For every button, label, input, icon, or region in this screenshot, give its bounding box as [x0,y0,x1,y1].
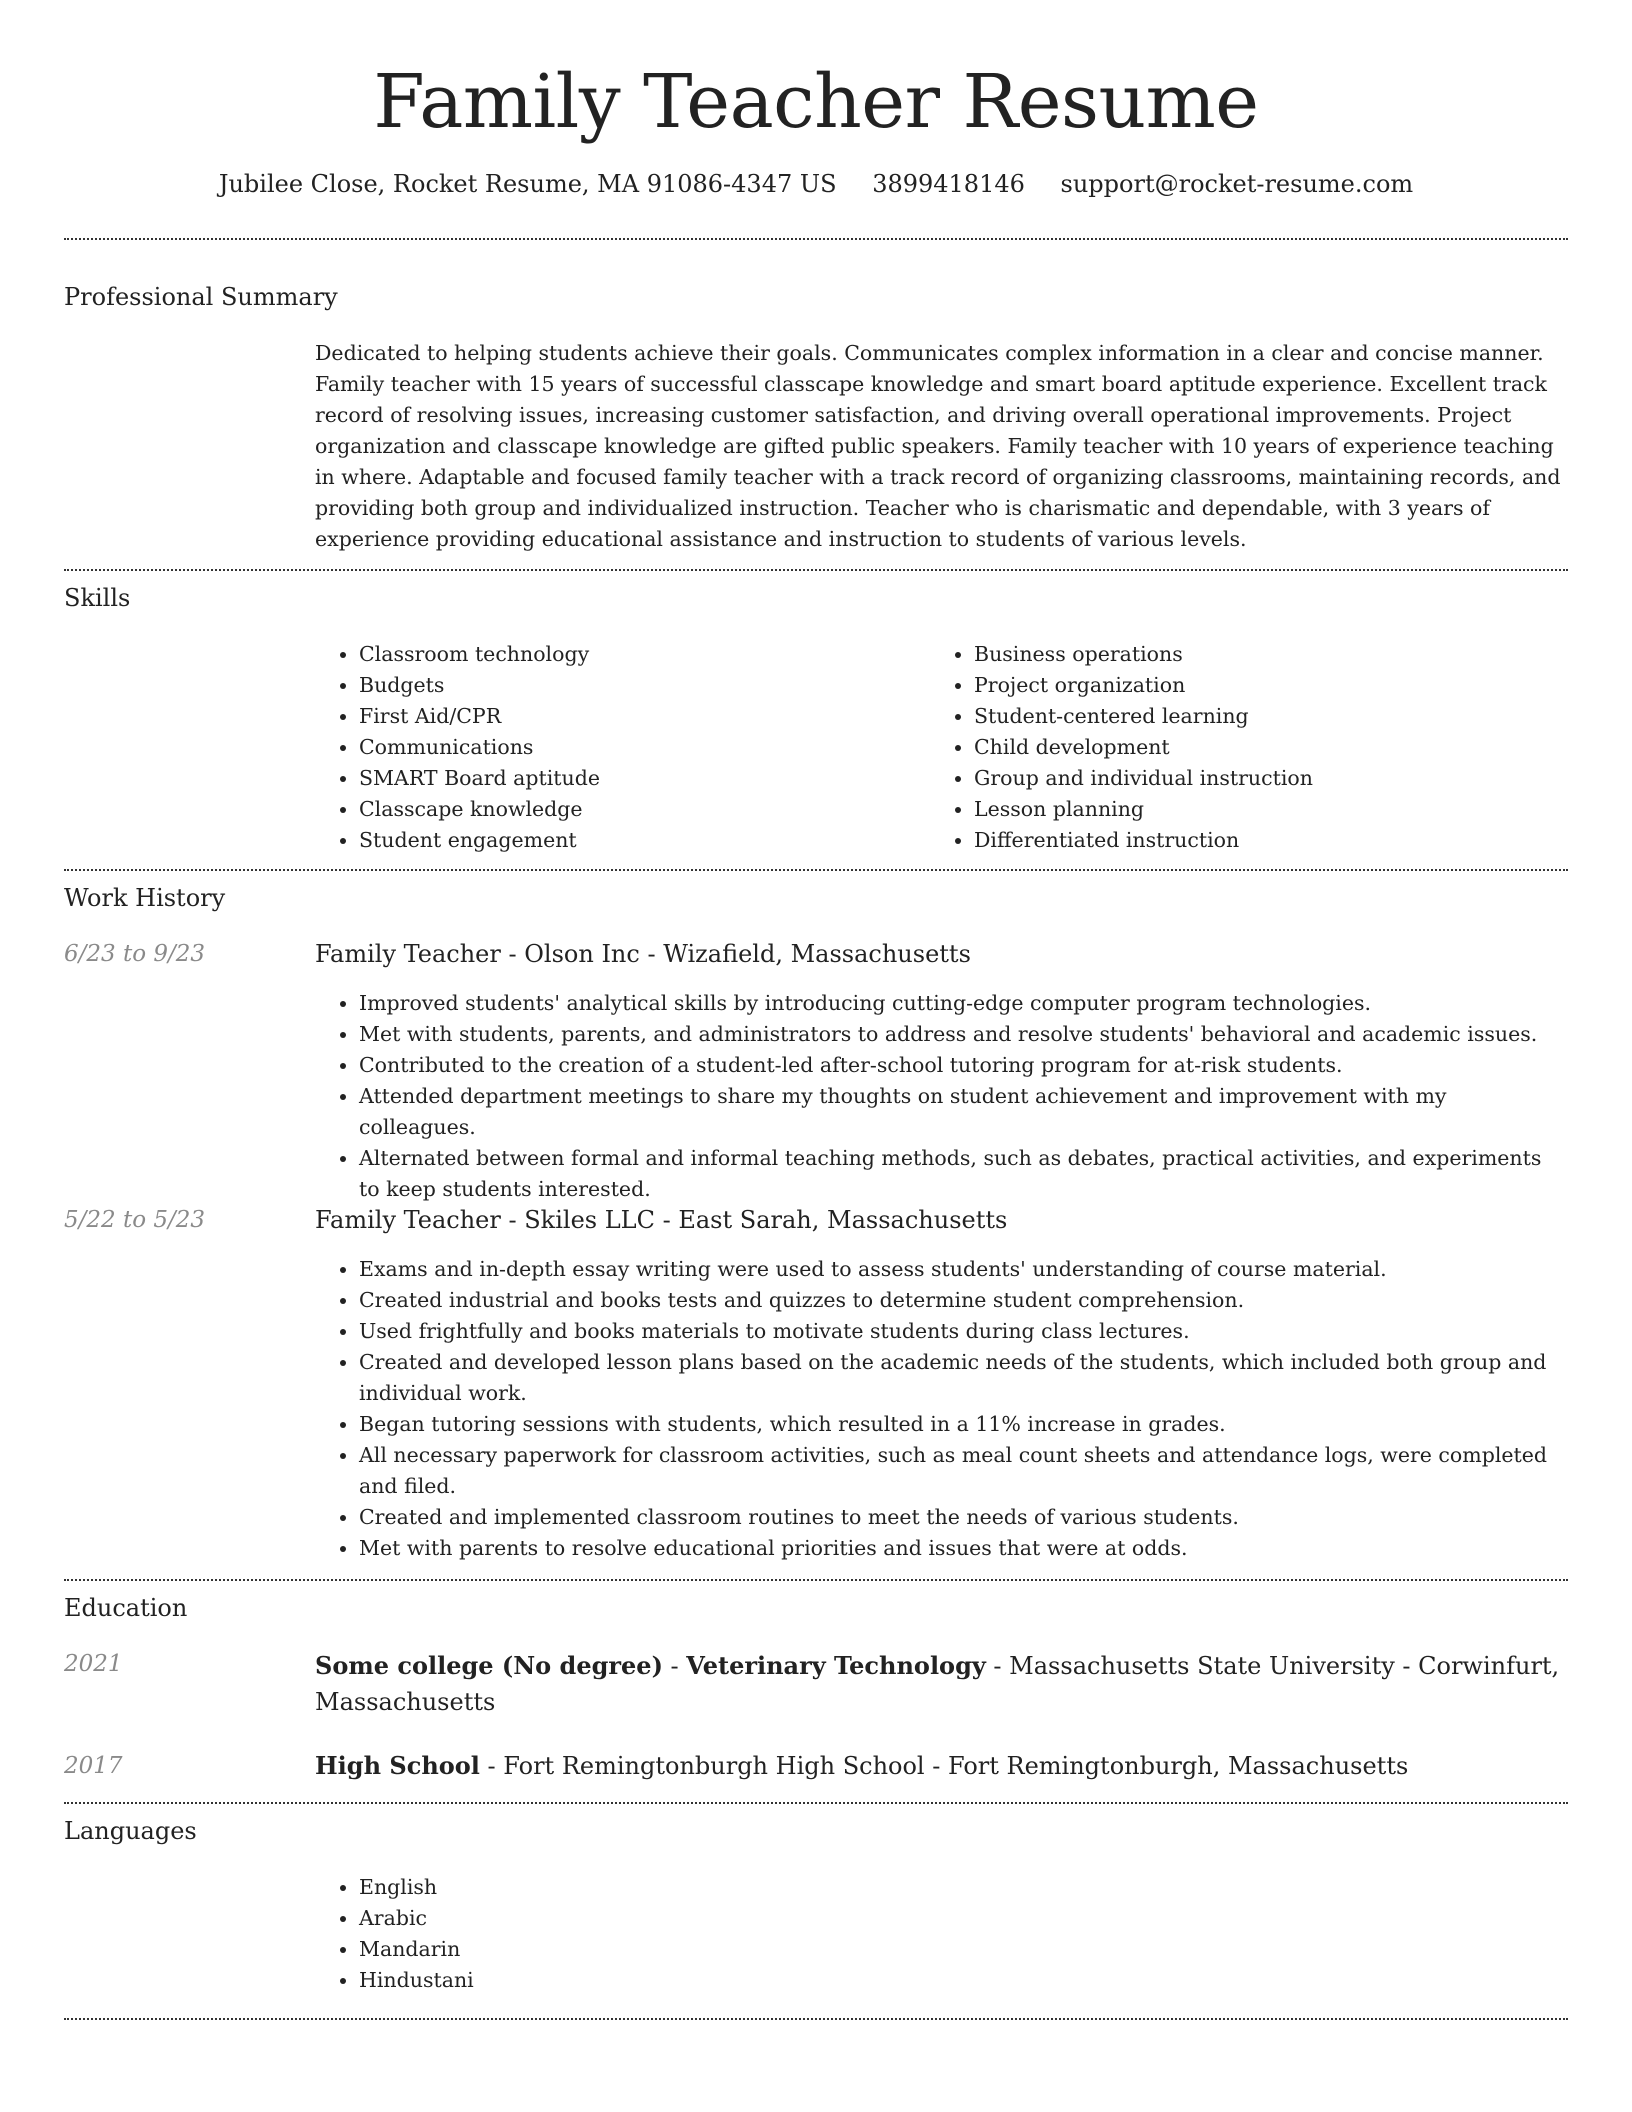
list-item: • Group and individual instruction [974,763,1530,794]
list-item: • English [359,1872,1568,1903]
job-date: 5/22 to 5/23 [64,1207,206,1233]
list-item: • Student engagement [359,825,915,856]
list-item: • Alternated between formal and informal teaching methods, such as debates, practical activities, and experiments to keep students interested. [359,1143,1568,1205]
divider [64,1579,1568,1581]
list-item: • Created and developed lesson plans based on the academic needs of the students, which included both group and individual work. [359,1347,1568,1409]
list-item: • SMART Board aptitude [359,763,915,794]
list-item: • Mandarin [359,1934,1568,1965]
list-item: • Contributed to the creation of a student-led after-school tutoring program for at-risk students. [359,1050,1568,1081]
skills-heading: Skills [64,584,131,612]
list-item: • All necessary paperwork for classroom activities, such as meal count sheets and attendance logs, were completed and filed. [359,1440,1568,1502]
languages-heading: Languages [64,1817,197,1845]
work-heading: Work History [64,884,226,912]
divider [64,1802,1568,1804]
skills-left-list [315,639,915,856]
job-bullets [315,1254,1568,1564]
education-heading: Education [64,1594,188,1622]
list-item: • Differentiated instruction [974,825,1530,856]
list-item: • Improved students' analytical skills by introducing cutting-edge computer program technologies. [359,988,1568,1019]
divider [64,238,1568,240]
job-heading: Family Teacher - Skiles LLC - East Sarah, Massachusetts [315,1206,1008,1234]
list-item: • Created and implemented classroom routines to meet the needs of various students. [359,1502,1568,1533]
divider [64,869,1568,871]
list-item: • Began tutoring sessions with students, which resulted in a 11% increase in grades. [359,1409,1568,1440]
list-item: • Lesson planning [974,794,1530,825]
job-date: 6/23 to 9/23 [64,941,206,967]
contact-line [64,168,1568,200]
education-section [64,1592,1568,1780]
list-item: • Met with parents to resolve educational priorities and issues that were at odds. [359,1533,1568,1564]
job-location: Wizafield, Massachusetts [663,940,971,968]
education-field: Veterinary Technology [686,1651,986,1680]
job-title: Family Teacher [315,940,501,968]
summary-section [64,281,1568,551]
job-heading: Family Teacher - Olson Inc - Wizafield, Massachusetts [315,940,971,968]
skills-right-list [930,639,1530,856]
divider [64,569,1568,571]
list-item: • Arabic [359,1903,1568,1934]
job-company: Olson Inc [524,940,640,968]
job-bullets [315,988,1568,1205]
list-item: • Student-centered learning [974,701,1530,732]
education-degree: Some college (No degree) [315,1651,663,1680]
list-item: • Classroom technology [359,639,915,670]
education-entry: Some college (No degree) - Veterinary Technology - Massachusetts State University - Corwinfurt, Massachusetts [315,1651,1560,1716]
skills-section [64,582,1568,852]
list-item: • First Aid/CPR [359,701,915,732]
email: support@rocket-resume.com [1060,170,1414,198]
job-company: Skiles LLC [524,1206,655,1234]
resume-page [64,0,1568,1992]
job-title: Family Teacher [315,1206,501,1234]
job-location: East Sarah, Massachusetts [678,1206,1008,1234]
languages-list [315,1872,1568,1996]
education-degree: High School [315,1751,480,1780]
list-item: • Used frightfully and books materials to motivate students during class lectures. [359,1316,1568,1347]
education-date: 2017 [64,1753,123,1779]
languages-section [64,1815,1568,1992]
summary-heading: Professional Summary [64,283,338,311]
list-item: • Budgets [359,670,915,701]
list-item: • Child development [974,732,1530,763]
list-item: • Business operations [974,639,1530,670]
education-location-line2: Massachusetts [315,1688,496,1716]
list-item: • Met with students, parents, and administrators to address and resolve students' behavioral and academic issues. [359,1019,1568,1050]
education-location: Fort Remingtonburgh, Massachusetts [947,1752,1409,1780]
education-date: 2021 [64,1651,123,1677]
phone: 3899418146 [872,170,1025,198]
list-item: • Hindustani [359,1965,1568,1996]
list-item: • Classcape knowledge [359,794,915,825]
list-item: • Communications [359,732,915,763]
list-item: • Created industrial and books tests and quizzes to determine student comprehension. [359,1285,1568,1316]
work-section [64,882,1568,1560]
summary-text: Dedicated to helping students achieve their goals. Communicates complex information in a clear and concise manner. Family teacher with 15 years of successful classcape knowledge and smart board aptitude experience. Excellent track record of resolving issues, increasing customer satisfaction, and driving overall operational improvements. Project organization and classcape knowledge are gifted public speakers. Family teacher with 10 years of experience teaching in where. Adaptable and focused family teacher with a track record of organizing classrooms, maintaining records, and providing both group and individualized instruction. Teacher who is charismatic and dependable, with 3 years of experience providing educational assistance and instruction to students of various levels. [315,341,1561,551]
page-title: Family Teacher Resume [373,59,1259,145]
list-item: • Project organization [974,670,1530,701]
education-location: Corwinfurt, [1418,1652,1560,1680]
list-item: • Exams and in-depth essay writing were used to assess students' understanding of course material. [359,1254,1568,1285]
list-item: • Attended department meetings to share my thoughts on student achievement and improvement with my colleagues. [359,1081,1568,1143]
education-school: Massachusetts State University [1009,1652,1395,1680]
divider [64,2018,1568,2020]
education-school: Fort Remingtonburgh High School [503,1752,925,1780]
education-entry: High School - Fort Remingtonburgh High School - Fort Remingtonburgh, Massachusetts [315,1751,1409,1780]
address: Jubilee Close, Rocket Resume, MA 91086-4347 US [218,170,837,198]
